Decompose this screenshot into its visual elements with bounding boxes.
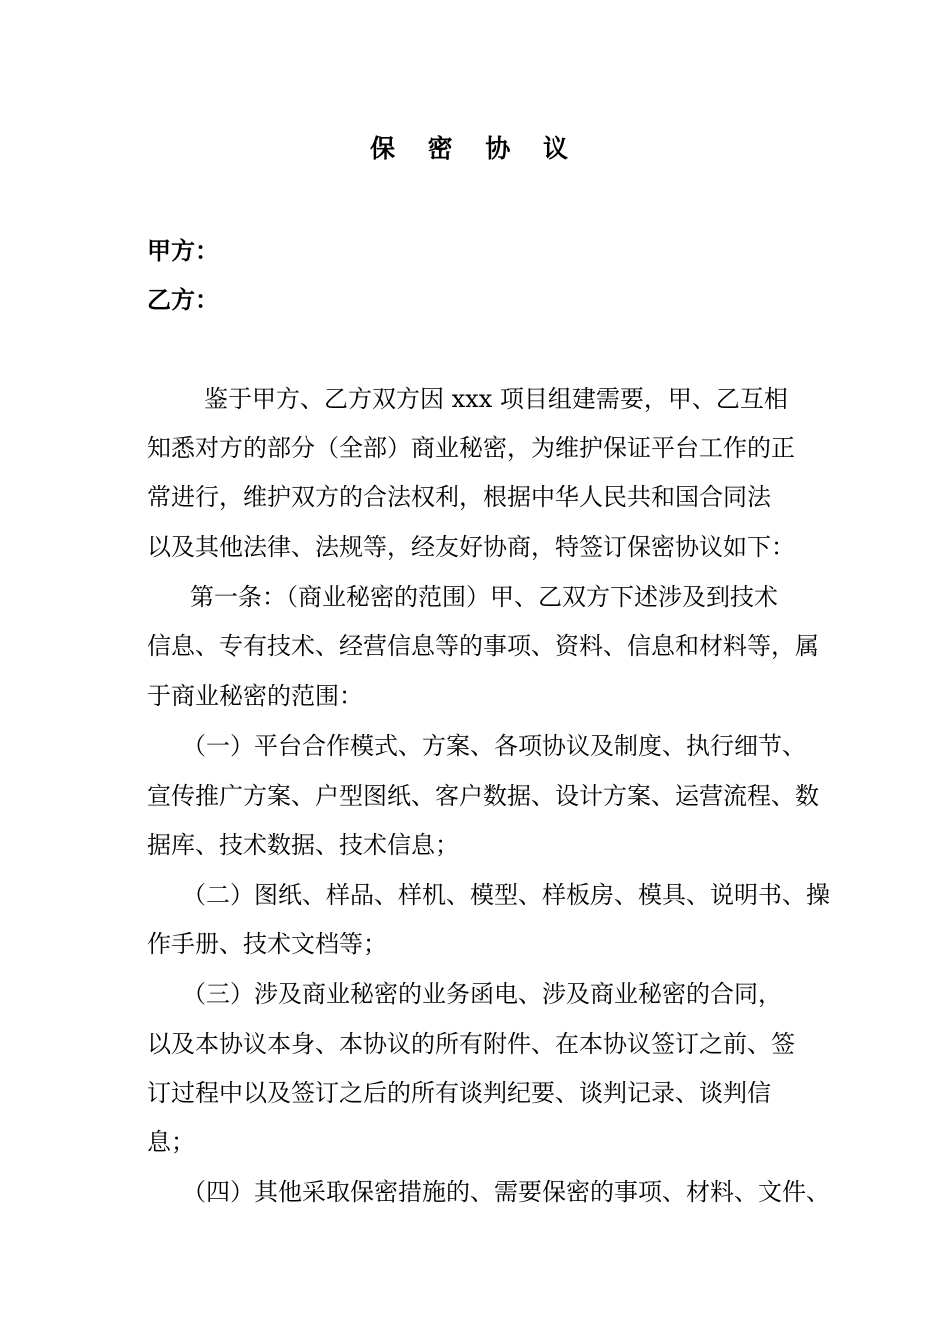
paragraph-line: 鉴于甲方、乙方双方因 xxx 项目组建需要，甲、乙互相 (204, 385, 788, 413)
paragraph-line: 以及其他法律、法规等，经友好协商，特签订保密协议如下： (147, 533, 795, 561)
paragraph-line: 宣传推广方案、户型图纸、客户数据、设计方案、运营流程、数 (147, 782, 819, 810)
paragraph-line: 据库、技术数据、技术信息； (147, 831, 459, 859)
document-title: 保 密 协 议 (369, 134, 581, 163)
party-a-label: 甲方： (147, 236, 219, 265)
paragraph-line: 息； (147, 1128, 195, 1156)
party-b-label: 乙方： (147, 285, 219, 314)
paragraph-line: 第一条：（商业秘密的范围）甲、乙双方下述涉及到技术 (190, 583, 778, 611)
paragraph-line: 于商业秘密的范围： (147, 682, 363, 710)
paragraph-line: （二）图纸、样品、样机、模型、样板房、模具、说明书、操 (182, 881, 830, 909)
paragraph-line: 以及本协议本身、本协议的所有附件、在本协议签订之前、签 (147, 1030, 795, 1058)
paragraph-line: 作手册、技术文档等； (147, 930, 387, 958)
paragraph-line: 订过程中以及签订之后的所有谈判纪要、谈判记录、谈判信 (147, 1079, 771, 1107)
paragraph-line: 信息、专有技术、经营信息等的事项、资料、信息和材料等，属 (147, 632, 819, 660)
paragraph-line: （一）平台合作模式、方案、各项协议及制度、执行细节、 (182, 732, 806, 760)
paragraph-line: 常进行，维护双方的合法权利，根据中华人民共和国合同法 (147, 483, 771, 511)
paragraph-line: （三）涉及商业秘密的业务函电、涉及商业秘密的合同， (182, 980, 782, 1008)
paragraph-line: （四）其他采取保密措施的、需要保密的事项、材料、文件、 (182, 1178, 830, 1206)
paragraph-line: 知悉对方的部分（全部）商业秘密，为维护保证平台工作的正 (147, 434, 795, 462)
